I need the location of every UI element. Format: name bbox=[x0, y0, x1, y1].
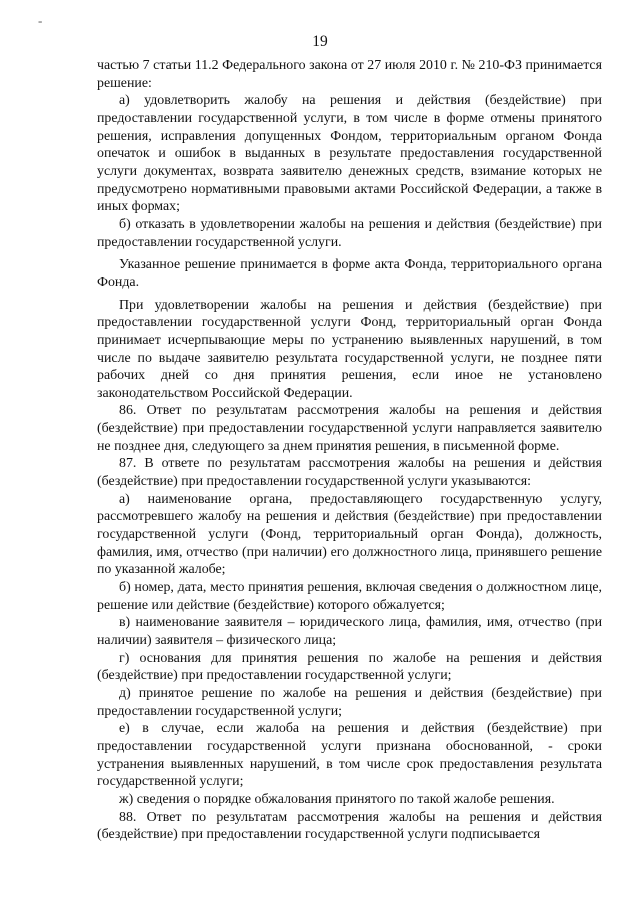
paragraph-continuation: частью 7 статьи 11.2 Федерального закона от 27 июля 2010 г. № 210-ФЗ принимается решение: bbox=[97, 58, 602, 91]
document-body bbox=[97, 57, 602, 844]
paragraph-item-b: б) отказать в удовлетворении жалобы на решения и действия (бездействие) при предоставлении государственной услуги. bbox=[97, 216, 602, 250]
paragraph-87-b: б) номер, дата, место принятия решения, включая сведения о должностном лице, решение или действие (бездействие) которого обжалуется; bbox=[97, 580, 602, 613]
paragraph-decision-form: Указанное решение принимается в форме акта Фонда, территориального органа Фонда. bbox=[97, 257, 602, 290]
paragraph-87-zh: ж) сведения о порядке обжалования принятого по такой жалобе решения. bbox=[119, 791, 555, 807]
paragraph-satisfaction: При удовлетворении жалобы на решения и действия (бездействие) при предоставлении государственной услуги Фонд, территориальный орган Фонда принимает исчерпывающие меры по устранению выявленных нарушений, в том числе по выдаче заявителю результата государственной услуги, не позднее пяти рабочих дней со дня принятия решения, если иное не установлено законодательством Российской Федерации. bbox=[97, 297, 602, 401]
paragraph-87-a: а) наименование органа, предоставляющего государственную услугу, рассмотревшего жалобу на решения и действия (бездействие) при предоставлении государственной услуги (Фонд, территориальный орган Фонда), должность, фамилия, имя, отчество (при наличии) его должностного лица, принявшего решение по указанной жалобе; bbox=[97, 491, 602, 578]
paragraph-87-d: д) принятое решение по жалобе на решения и действия (бездействие) при предоставлении государственной услуги; bbox=[97, 685, 602, 719]
paragraph-87: 87. В ответе по результатам рассмотрения жалобы на решения и действия (бездействие) при предоставлении государственной услуги указываются: bbox=[97, 456, 602, 490]
page-number: 19 bbox=[312, 33, 328, 50]
paragraph-88: 88. Ответ по результатам рассмотрения жалобы на решения и действия (бездействие) при предоставлении государственной услуги подписывается bbox=[97, 809, 602, 843]
scan-mark: - bbox=[38, 13, 43, 28]
paragraph-87-v: в) наименование заявителя – юридического лица, фамилия, имя, отчество (при наличии) заявителя – физического лица; bbox=[97, 615, 602, 648]
paragraph-87-g: г) основания для принятия решения по жалобе на решения и действия (бездействие) при предоставлении государственной услуги; bbox=[97, 650, 602, 684]
paragraph-86: 86. Ответ по результатам рассмотрения жалобы на решения и действия (бездействие) при предоставлении государственной услуги направляется заявителю не позднее дня, следующего за днем принятия решения, в письменной форме. bbox=[97, 403, 602, 454]
paragraph-item-a: а) удовлетворить жалобу на решения и действия (бездействие) при предоставлении государственной услуги, в том числе в форме отмены принятого решения, исправления допущенных Фондом, территориальным органом Фонда опечаток и ошибок в выданных в результате предоставления государственной услуги документах, возврата заявителю денежных средств, взимание которых не предусмотрено нормативными правовыми актами Российской Федерации, а также в иных формах; bbox=[97, 93, 602, 215]
paragraph-87-e: е) в случае, если жалоба на решения и действия (бездействие) при предоставлении государственной услуги признана обоснованной, - сроки устранения выявленных нарушений, в том числе срок предоставления результата государственной услуги; bbox=[97, 721, 602, 790]
